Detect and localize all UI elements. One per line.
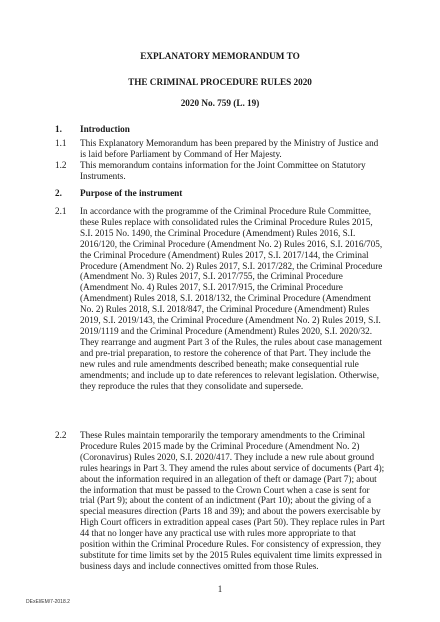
paragraph-1-1 bbox=[55, 138, 385, 160]
paragraph-number: 2.2 bbox=[55, 430, 67, 440]
paragraph-text: In accordance with the programme of the Criminal Procedure Rule Committee, these Rules replace with consolidated rules the Criminal Procedure Rules 2015, S.I. 2015 No. 1490, the Criminal Procedure (Amendment) Rules 2016, S.I. 2016/120, the Criminal Procedure (Amendment No. 2) Rules 2016, S.I. 2016/705, the Criminal Procedure (Amendment) Rules 2017, S.I. 2017/144, the Criminal Procedure (Amendment No. 2) Rules 2017, S.I. 2017/282, the Criminal Procedure (Amendment No. 3) Rules 2017, S.I. 2017/755, the Criminal Procedure (Amendment No. 4) Rules 2017, S.I. 2017/915, the Criminal Procedure (Amendment) Rules 2018, S.I. 2018/132, the Criminal Procedure (Amendment No. 2) Rules 2018, S.I. 2018/847, the Criminal Procedure (Amendment) Rules 2019, S.I. 2019/143, the Criminal Procedure (Amendment No. 2) Rules 2019, S.I. 2019/1119 and the Criminal Procedure (Amendment) Rules 2020, S.I. 2020/32. They rearrange and augment Part 3 of the Rules, the rules about case management and pre-trial preparation, to restore the coherence of that Part. They include the new rules and rule amendments described beneath; make consequential rule amendments; and include up to date references to relevant legislation. Otherwise, they reproduce the rules that they consolidate and supersede. bbox=[80, 206, 383, 391]
section-heading-purpose bbox=[55, 188, 182, 198]
footer-code: DExEl/EM/7-2018.2 bbox=[26, 599, 70, 605]
rules-title: THE CRIMINAL PROCEDURE RULES 2020 bbox=[128, 77, 312, 87]
paragraph-2-1 bbox=[55, 206, 385, 391]
paragraph-number: 2.1 bbox=[55, 206, 67, 216]
section-title: Introduction bbox=[80, 124, 130, 134]
section-number: 1. bbox=[55, 124, 62, 134]
page-number: 1 bbox=[217, 584, 223, 594]
section-title: Purpose of the instrument bbox=[80, 188, 183, 198]
paragraph-text: This memorandum contains information for the Joint Committee on Statutory Instruments. bbox=[80, 160, 366, 181]
paragraph-number: 1.1 bbox=[55, 138, 67, 148]
instrument-number: 2020 No. 759 (L. 19) bbox=[180, 98, 260, 108]
paragraph-text: These Rules maintain temporarily the temporary amendments to the Criminal Procedure Rules 2015 made by the Criminal Procedure (Amendment No. 2) (Coronavirus) Rules 2020, S.I. 2020/417. They include a new rule about ground rules hearings in Part 3. They amend the rules about service of documents (Part 4); about the information required in an allegation of theft or damage (Part 7); about the information that must be passed to the Crown Court when a case is sent for trial (Part 9); about the content of an indictment (Part 10); about the giving of a special measures direction (Parts 18 and 39); and about the powers exercisable by High Court officers in extradition appeal cases (Part 50). They replace rules in Part 44 that no longer have any practical use with rules more appropriate to that position within the Criminal Procedure Rules. For consistency of expression, they substitute for time limits set by the 2015 Rules equivalent time limits expressed in business days and include connectives omitted from those Rules. bbox=[80, 430, 385, 571]
paragraph-1-2 bbox=[55, 160, 385, 182]
paragraph-number: 1.2 bbox=[55, 160, 67, 170]
section-heading-introduction bbox=[55, 124, 130, 134]
paragraph-2-2 bbox=[55, 430, 385, 572]
document-title: EXPLANATORY MEMORANDUM TO bbox=[140, 51, 300, 61]
paragraph-text: This Explanatory Memorandum has been prepared by the Ministry of Justice and is laid before Parliament by Command of Her Majesty. bbox=[80, 138, 379, 159]
section-number: 2. bbox=[55, 188, 62, 198]
